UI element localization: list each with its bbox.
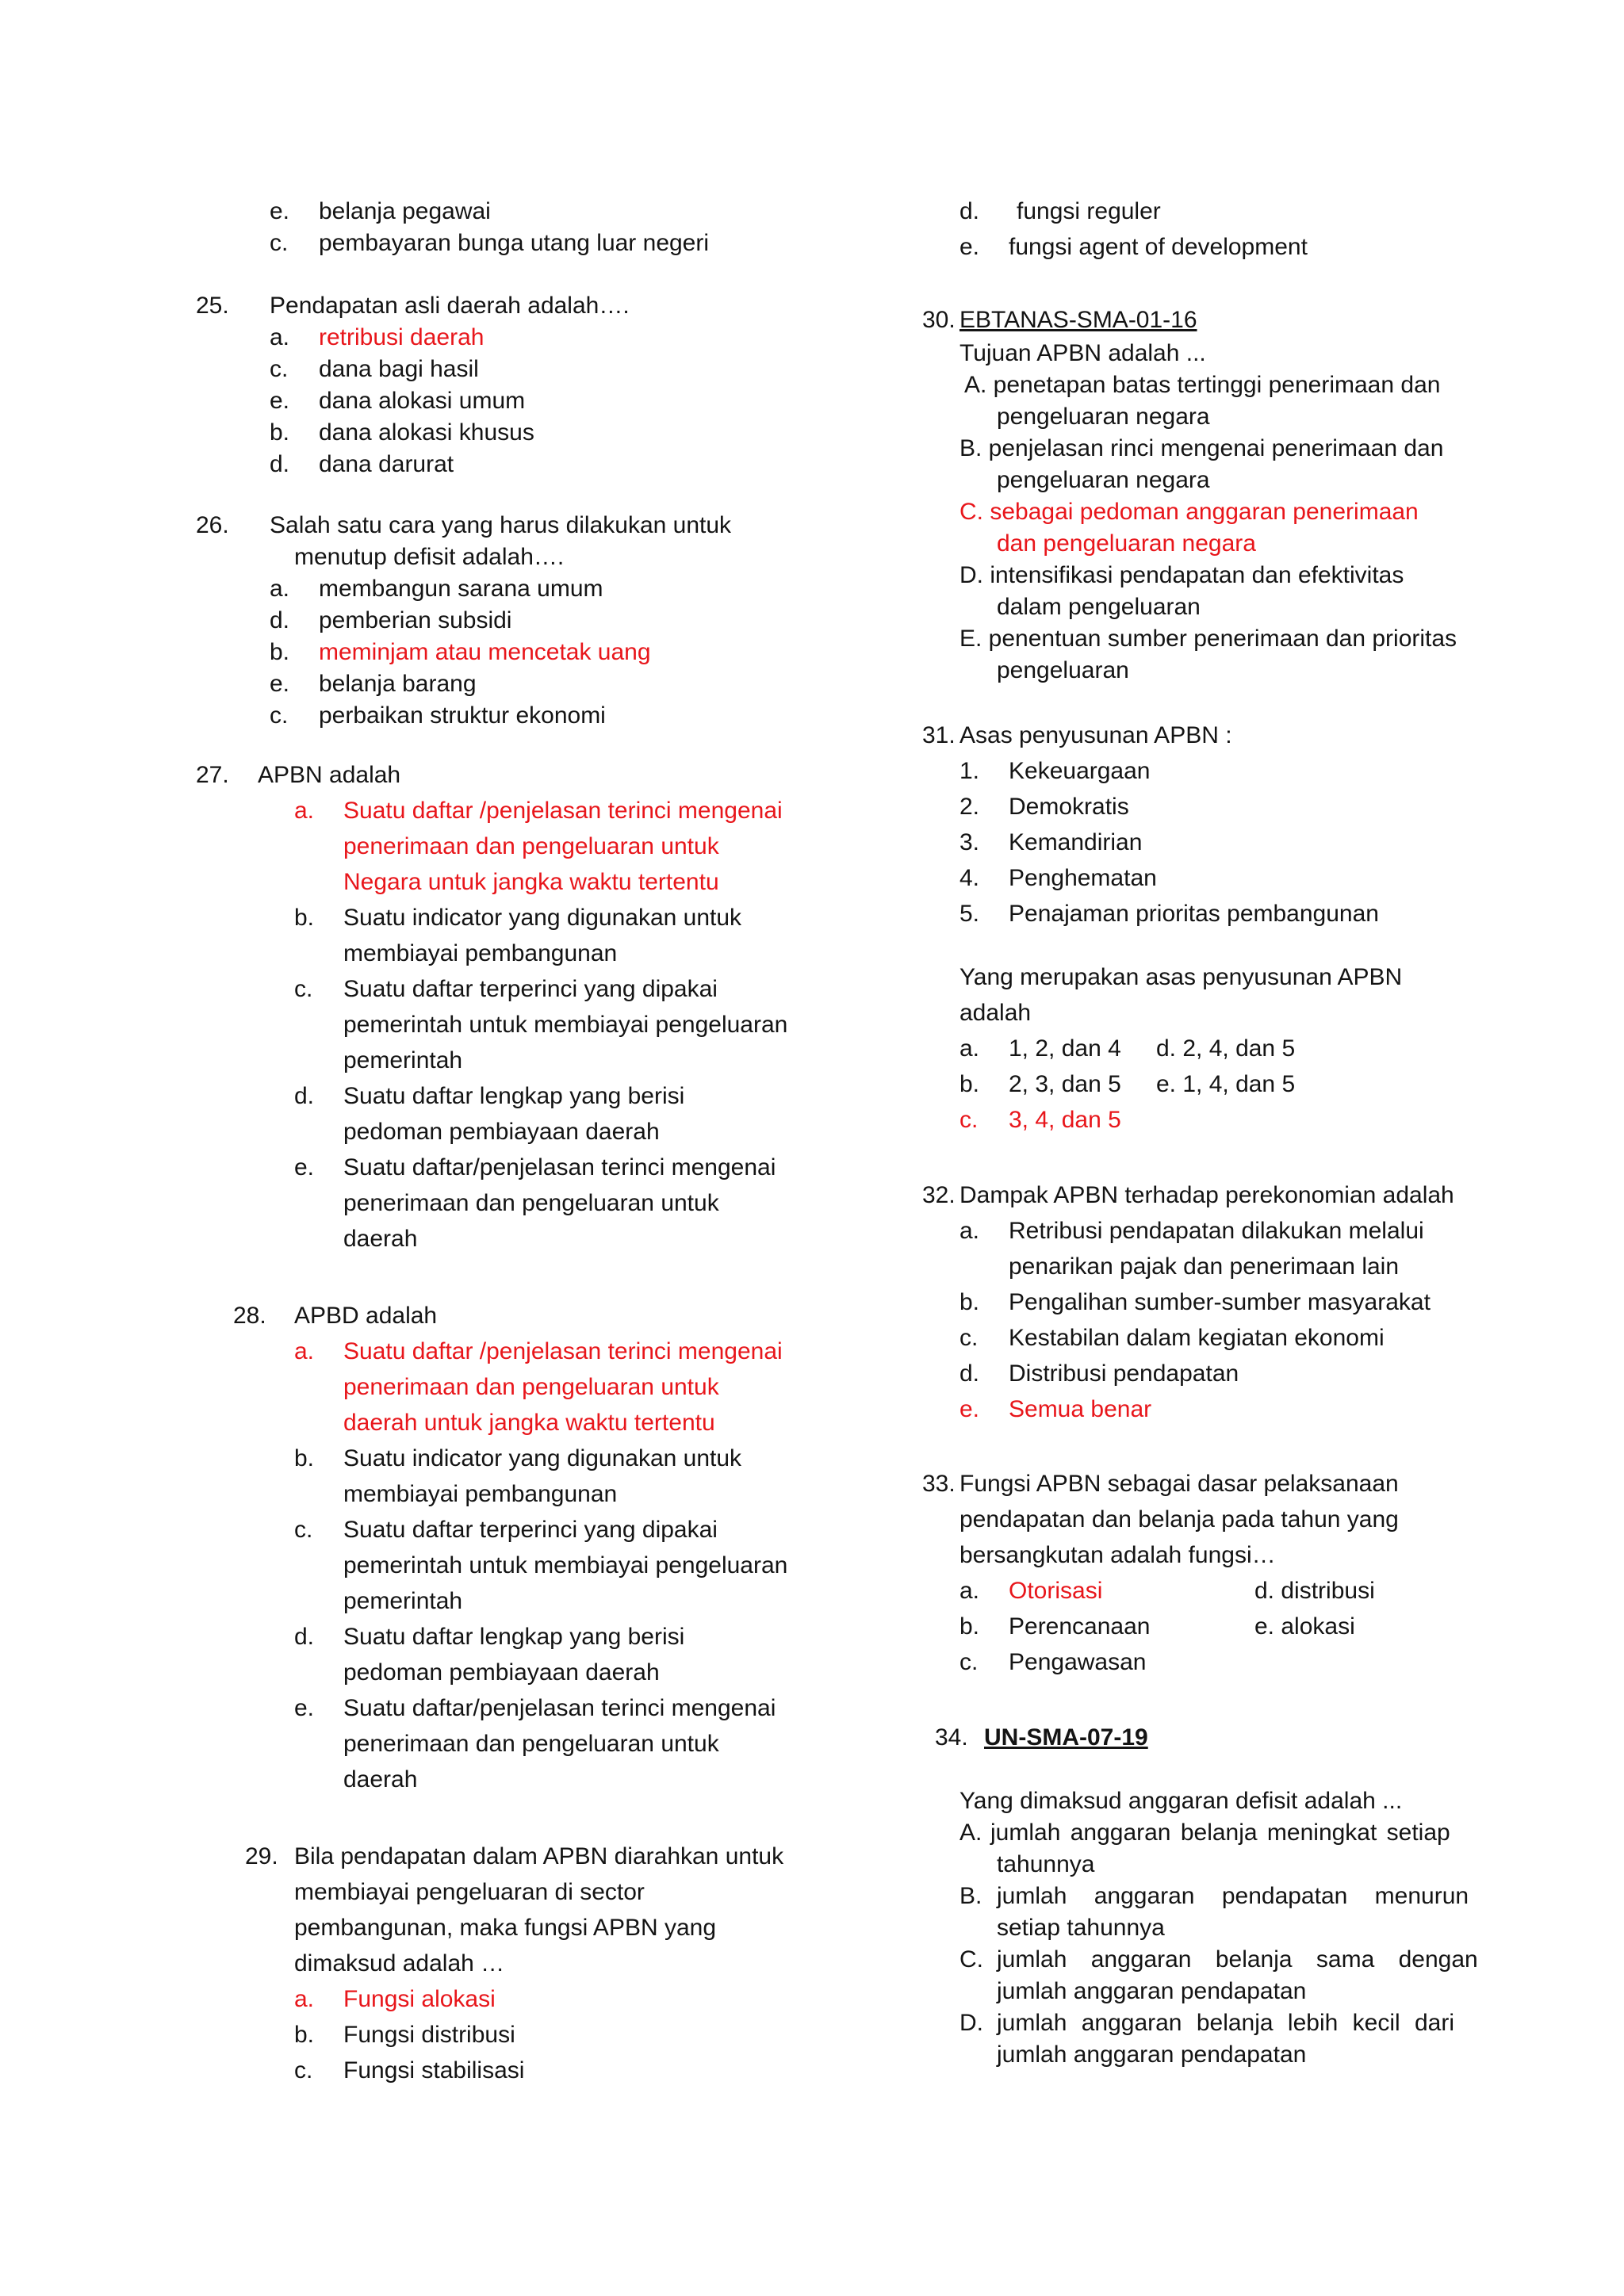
option-text: jumlah anggaran belanja sama dengan xyxy=(997,1946,1478,1973)
option-text: Suatu daftar lengkap yang berisi xyxy=(343,1624,685,1650)
question-stem: Salah satu cara yang harus dilakukan untuk xyxy=(270,512,732,538)
source-code-label: UN-SMA-07-19 xyxy=(984,1724,1148,1751)
option-text: Pengawasan xyxy=(1009,1649,1147,1675)
option-letter: d. xyxy=(270,451,290,477)
question-number: 28. xyxy=(233,1303,266,1329)
question-stem: Tujuan APBN adalah ... xyxy=(959,340,1206,366)
option-letter: d. xyxy=(959,1360,980,1387)
option-letter: a. xyxy=(270,576,290,602)
option-text: jumlah anggaran pendapatan menurun xyxy=(997,1883,1469,1909)
option-text: dana alokasi khusus xyxy=(319,419,534,446)
correct-option-text: Otorisasi xyxy=(1009,1578,1103,1604)
question-number: 29. xyxy=(245,1843,278,1869)
option-text: pembayaran bunga utang luar negeri xyxy=(319,230,710,256)
option-text: belanja pegawai xyxy=(319,198,491,224)
source-code-label: EBTANAS-SMA-01-16 xyxy=(959,307,1197,333)
option-letter: e. xyxy=(294,1154,315,1181)
option-text: penerimaan dan pengeluaran untuk xyxy=(343,1731,719,1757)
question-stem: Asas penyusunan APBN : xyxy=(959,722,1232,748)
option-letter: b. xyxy=(959,1613,980,1640)
list-number: 4. xyxy=(959,865,980,891)
option-letter: d. xyxy=(270,607,290,633)
correct-option-text: dan pengeluaran negara xyxy=(997,530,1256,557)
option-text: pedoman pembiayaan daerah xyxy=(343,1119,660,1145)
option-letter: e. xyxy=(294,1695,315,1721)
option-letter: b. xyxy=(294,905,315,931)
question-number: 27. xyxy=(196,762,229,788)
option-text: Fungsi distribusi xyxy=(343,2022,515,2048)
option-letter: a. xyxy=(294,1338,315,1364)
option-text: membangun sarana umum xyxy=(319,576,603,602)
option-text: dana darurat xyxy=(319,451,454,477)
option-text: fungsi reguler xyxy=(1017,198,1161,224)
list-number: 2. xyxy=(959,794,980,820)
option-text: Suatu daftar/penjelasan terinci mengenai xyxy=(343,1695,776,1721)
question-number: 31. xyxy=(922,722,956,748)
option-text: dalam pengeluaran xyxy=(997,594,1201,620)
option-text: 2, 3, dan 5 xyxy=(1009,1071,1121,1097)
option-text: penerimaan dan pengeluaran untuk xyxy=(343,1190,719,1216)
option-letter: e. xyxy=(270,671,290,697)
option-text: A. penetapan batas tertinggi penerimaan dan xyxy=(964,372,1441,398)
option-letter: b. xyxy=(270,639,290,665)
correct-option-text: Negara untuk jangka waktu tertentu xyxy=(343,869,719,895)
correct-option-text: Suatu daftar /penjelasan terinci mengenai xyxy=(343,1338,783,1364)
option-text: B. penjelasan rinci mengenai penerimaan dan xyxy=(959,435,1444,461)
list-item: Kemandirian xyxy=(1009,829,1143,855)
option-text: Suatu daftar lengkap yang berisi xyxy=(343,1083,685,1109)
option-text: Suatu indicator yang digunakan untuk xyxy=(343,905,742,931)
correct-option-text: daerah untuk jangka waktu tertentu xyxy=(343,1410,715,1436)
question-stem: Yang dimaksud anggaran defisit adalah ... xyxy=(959,1788,1403,1814)
option-text: daerah xyxy=(343,1226,418,1252)
question-number: 33. xyxy=(922,1471,956,1497)
correct-option-text: Suatu daftar /penjelasan terinci mengenai xyxy=(343,798,783,824)
option-letter: a. xyxy=(959,1218,980,1244)
option-text: penarikan pajak dan penerimaan lain xyxy=(1009,1253,1400,1280)
question-stem: pembangunan, maka fungsi APBN yang xyxy=(294,1915,717,1941)
option-text: jumlah anggaran belanja meningkat setiap xyxy=(990,1820,1450,1846)
option-text: e. alokasi xyxy=(1254,1613,1355,1640)
option-letter: d. xyxy=(294,1624,315,1650)
option-text: jumlah anggaran pendapatan xyxy=(997,2042,1307,2068)
option-letter: e. xyxy=(270,198,290,224)
option-text: dana alokasi umum xyxy=(319,388,526,414)
option-text: pemerintah xyxy=(343,1588,463,1614)
option-text: Distribusi pendapatan xyxy=(1009,1360,1239,1387)
correct-option-text: Fungsi alokasi xyxy=(343,1986,496,2012)
option-letter: a. xyxy=(959,1035,980,1062)
question-stem: Bila pendapatan dalam APBN diarahkan untuk xyxy=(294,1843,784,1869)
question-number: 32. xyxy=(922,1182,956,1208)
list-item: Penghematan xyxy=(1009,865,1157,891)
option-text: Kestabilan dalam kegiatan ekonomi xyxy=(1009,1325,1385,1351)
question-stem: bersangkutan adalah fungsi… xyxy=(959,1542,1276,1568)
question-number: 25. xyxy=(196,293,229,319)
question-stem: menutup defisit adalah…. xyxy=(294,544,565,570)
option-letter: C. xyxy=(959,1946,983,1973)
option-letter: c. xyxy=(959,1325,979,1351)
correct-option-text: C. sebagai pedoman anggaran penerimaan xyxy=(959,499,1419,525)
option-letter: c. xyxy=(959,1107,979,1133)
option-text: d. distribusi xyxy=(1254,1578,1375,1604)
question-stem: Dampak APBN terhadap perekonomian adalah xyxy=(959,1182,1454,1208)
question-stem: membiayai pengeluaran di sector xyxy=(294,1879,645,1905)
option-letter: a. xyxy=(294,1986,315,2012)
option-text: Suatu daftar/penjelasan terinci mengenai xyxy=(343,1154,776,1181)
option-text: jumlah anggaran belanja lebih kecil dari xyxy=(997,2010,1455,2036)
question-prompt: adalah xyxy=(959,1000,1032,1026)
question-stem: APBN adalah xyxy=(258,762,401,788)
option-letter: B. xyxy=(959,1883,982,1909)
option-letter: b. xyxy=(959,1071,980,1097)
option-text: D. intensifikasi pendapatan dan efektivitas xyxy=(959,562,1404,588)
option-text: Fungsi stabilisasi xyxy=(343,2057,525,2084)
option-letter: e. xyxy=(959,1396,980,1422)
question-number: 26. xyxy=(196,512,229,538)
option-text: daerah xyxy=(343,1766,418,1793)
option-text: belanja barang xyxy=(319,671,477,697)
option-letter: d. xyxy=(294,1083,315,1109)
option-letter: D. xyxy=(959,2010,983,2036)
option-text: Pengalihan sumber-sumber masyarakat xyxy=(1009,1289,1431,1315)
list-number: 5. xyxy=(959,901,980,927)
option-text: membiayai pembangunan xyxy=(343,1481,618,1507)
option-letter: c. xyxy=(270,230,289,256)
list-item: Demokratis xyxy=(1009,794,1129,820)
option-text: pemberian subsidi xyxy=(319,607,512,633)
list-item: Penajaman prioritas pembangunan xyxy=(1009,901,1379,927)
option-text: pedoman pembiayaan daerah xyxy=(343,1659,660,1686)
option-letter: a. xyxy=(959,1578,980,1604)
option-text: pemerintah untuk membiayai pengeluaran xyxy=(343,1012,788,1038)
correct-option-text: penerimaan dan pengeluaran untuk xyxy=(343,1374,719,1400)
option-text: Retribusi pendapatan dilakukan melalui xyxy=(1009,1218,1424,1244)
option-text: pengeluaran xyxy=(997,657,1129,683)
option-letter: A. xyxy=(959,1820,982,1846)
question-number: 34. xyxy=(935,1724,968,1751)
option-letter: b. xyxy=(294,2022,315,2048)
option-text: e. 1, 4, dan 5 xyxy=(1156,1071,1296,1097)
option-letter: b. xyxy=(959,1289,980,1315)
question-prompt: Yang merupakan asas penyusunan APBN xyxy=(959,964,1403,990)
option-letter: c. xyxy=(270,702,289,729)
option-letter: c. xyxy=(294,2057,313,2084)
option-text: E. penentuan sumber penerimaan dan prioritas xyxy=(959,626,1457,652)
option-text: d. 2, 4, dan 5 xyxy=(1156,1035,1296,1062)
option-text: pemerintah untuk membiayai pengeluaran xyxy=(343,1552,788,1578)
option-text: pengeluaran negara xyxy=(997,404,1210,430)
option-letter: a. xyxy=(294,798,315,824)
correct-option-text: Semua benar xyxy=(1009,1396,1152,1422)
option-text: fungsi agent of development xyxy=(1009,234,1308,260)
question-stem: Pendapatan asli daerah adalah…. xyxy=(270,293,630,319)
option-text: pengeluaran negara xyxy=(997,467,1210,493)
option-letter: e. xyxy=(959,234,980,260)
option-text: pemerintah xyxy=(343,1047,463,1073)
option-text: Suatu indicator yang digunakan untuk xyxy=(343,1445,742,1471)
question-stem: pendapatan dan belanja pada tahun yang xyxy=(959,1506,1399,1533)
list-number: 1. xyxy=(959,758,980,784)
question-stem: dimaksud adalah … xyxy=(294,1950,505,1976)
option-letter: e. xyxy=(270,388,290,414)
option-text: setiap tahunnya xyxy=(997,1915,1165,1941)
option-letter: c. xyxy=(294,1517,313,1543)
question-stem: Fungsi APBN sebagai dasar pelaksanaan xyxy=(959,1471,1399,1497)
correct-option-text: penerimaan dan pengeluaran untuk xyxy=(343,833,719,859)
option-letter: c. xyxy=(294,976,313,1002)
option-text: 1, 2, dan 4 xyxy=(1009,1035,1121,1062)
option-letter: b. xyxy=(270,419,290,446)
option-text: membiayai pembangunan xyxy=(343,940,618,966)
option-letter: a. xyxy=(270,324,290,350)
option-text: Perencanaan xyxy=(1009,1613,1151,1640)
correct-option-text: meminjam atau mencetak uang xyxy=(319,639,651,665)
option-letter: b. xyxy=(294,1445,315,1471)
option-text: perbaikan struktur ekonomi xyxy=(319,702,606,729)
option-text: jumlah anggaran pendapatan xyxy=(997,1978,1307,2004)
option-text: Suatu daftar terperinci yang dipakai xyxy=(343,1517,718,1543)
option-letter: c. xyxy=(959,1649,979,1675)
option-text: dana bagi hasil xyxy=(319,356,479,382)
option-text: tahunnya xyxy=(997,1851,1095,1877)
option-letter: c. xyxy=(270,356,289,382)
question-stem: APBD adalah xyxy=(294,1303,438,1329)
correct-option-text: 3, 4, dan 5 xyxy=(1009,1107,1121,1133)
option-text: Suatu daftar terperinci yang dipakai xyxy=(343,976,718,1002)
correct-option-text: retribusi daerah xyxy=(319,324,485,350)
option-letter: d. xyxy=(959,198,980,224)
list-item: Kekeuargaan xyxy=(1009,758,1151,784)
question-number: 30. xyxy=(922,307,956,333)
list-number: 3. xyxy=(959,829,980,855)
